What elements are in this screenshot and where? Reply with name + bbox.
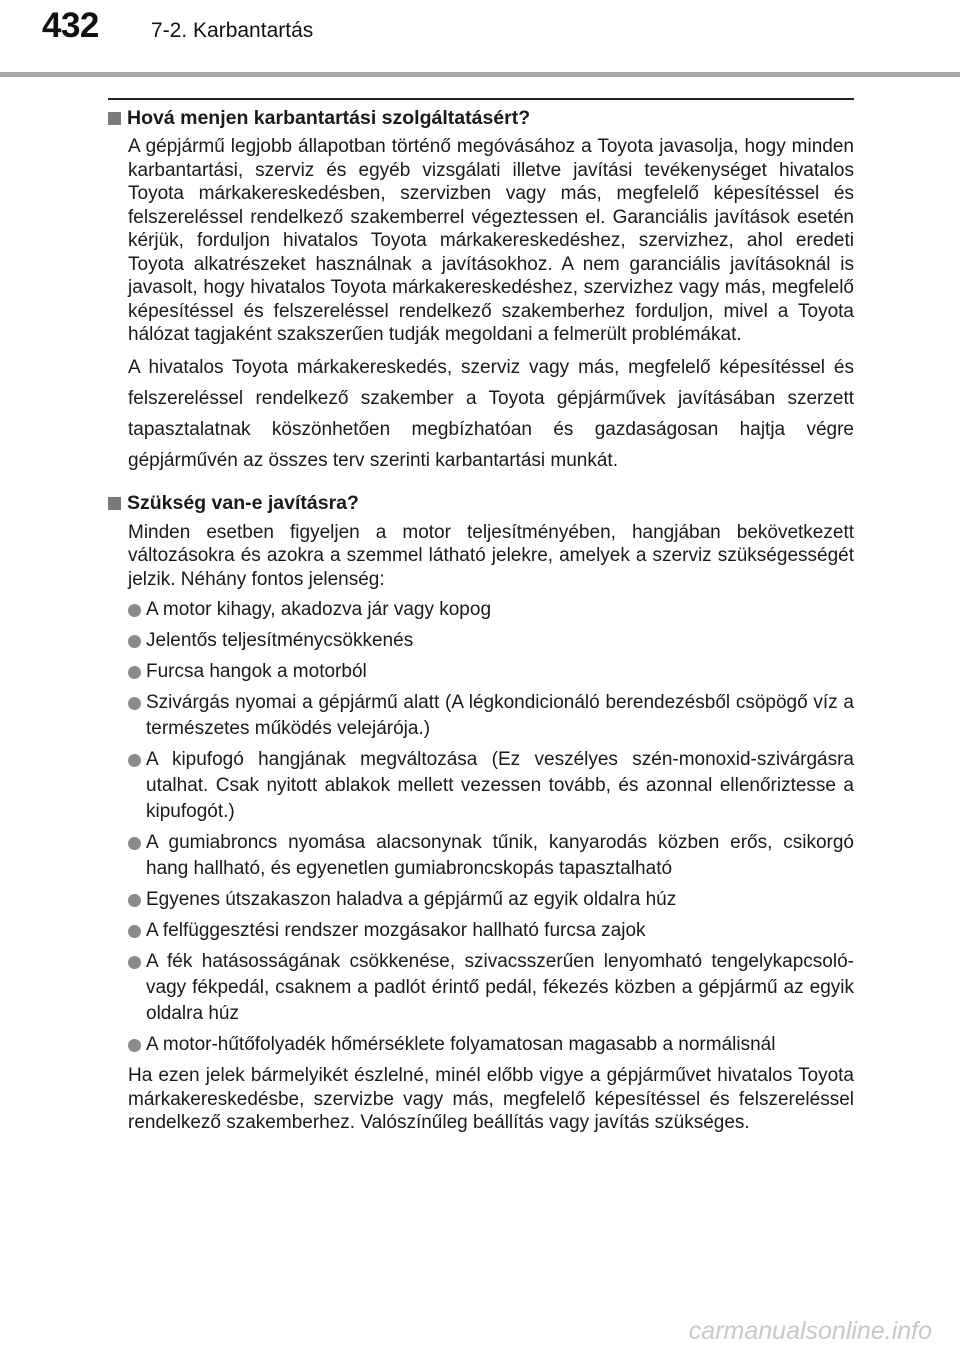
- square-bullet-icon: [108, 112, 121, 125]
- section-heading-service: [108, 104, 856, 132]
- bullet-dot-icon: [128, 604, 141, 617]
- list-item: A gumiabroncs nyomása alacsonynak tűnik, kanyarodás közben erős, csikorgó hang hallható, és egyenetlen gumiabroncskopás tapasztalható: [128, 830, 854, 882]
- paragraph: Minden esetben figyeljen a motor teljesítményében, hangjában bekövetkezett változásokra és azokra a szemmel látható jelekre, amelyek a szerviz szükségességét jelzik. Néhány fontos jelenség:: [128, 521, 854, 590]
- header-divider: [0, 72, 960, 77]
- list-item: Furcsa hangok a motorból: [128, 659, 854, 685]
- section-heading-repair: [108, 490, 856, 518]
- list-item: Szivárgás nyomai a gépjármű alatt (A légkondicionáló berendezésből csöpögő víz a természetes működés velejárója.): [128, 690, 854, 742]
- list-item: Jelentős teljesítménycsökkenés: [128, 628, 854, 654]
- list-item: A motor kihagy, akadozva jár vagy kopog: [128, 597, 854, 623]
- section-heading-text: Hová menjen karbantartási szolgáltatásért?: [127, 106, 531, 129]
- page-content: [108, 104, 856, 1135]
- list-item: A motor-hűtőfolyadék hőmérséklete folyamatosan magasabb a normálisnál: [128, 1032, 854, 1058]
- bullet-dot-icon: [128, 635, 141, 648]
- watermark: carmanualsonline.info: [688, 1317, 932, 1345]
- bullet-dot-icon: [128, 666, 141, 679]
- page-number: 432: [42, 6, 99, 45]
- bullet-dot-icon: [128, 1039, 141, 1052]
- bullet-dot-icon: [128, 697, 141, 710]
- bullet-dot-icon: [128, 925, 141, 938]
- page-header: [0, 0, 960, 78]
- square-bullet-icon: [108, 497, 121, 510]
- paragraph: A gépjármű legjobb állapotban történő megóvásához a Toyota javasolja, hogy minden karbantartási, szerviz és egyéb vizsgálati illetve javítási tevékenységet hivatalos Toyota márkakereskedésben, szervizben vagy más, megfelelő képesítéssel és felszereléssel rendelkező szakemberrel végeztessen el. Garanciális javítások esetén kérjük, forduljon hivatalos Toyota márkakereskedéshez, szervizhez, ahol eredeti Toyota alkatrészeket használnak a javításokhoz. A nem garanciális javításoknál is javasolt, hogy hivatalos Toyota márkakereskedéshez, szervizhez vagy más, megfelelő képesítéssel és felszereléssel rendelkező szakemberhez forduljon, mivel a Toyota hálózat tagjaként szakszerűen tudják megoldani a felmerült problémákat.: [128, 136, 854, 345]
- list-item: Egyenes útszakaszon haladva a gépjármű az egyik oldalra húz: [128, 887, 854, 913]
- paragraph: A hivatalos Toyota márkakereskedés, szerviz vagy más, megfelelő képesítéssel és felszereléssel rendelkező szakember a Toyota gépjárművek javításában szerzett tapasztalatnak köszönhetően megbízhatóan és gazdaságosan hajtja végre gépjárművén az összes terv szerinti karbantartási munkát.: [128, 356, 854, 471]
- symptom-list: [128, 597, 854, 1058]
- closing-paragraph: Ha ezen jelek bármelyikét észlelné, minél előbb vigye a gépjárművet hivatalos Toyota márkakereskedésbe, szervizbe vagy más, megfelelő képesítéssel és felszereléssel rendelkező szakemberhez. Valószínűleg beállítás vagy javítás szükséges.: [128, 1065, 854, 1133]
- list-item: A fék hatásosságának csökkenése, szivacsszerűen lenyomható tengelykapcsoló- vagy fékpedál, csaknem a padlót érintő pedál, fékezés közben a gépjármű az egyik oldalra húz: [128, 949, 854, 1027]
- bullet-dot-icon: [128, 837, 141, 850]
- section-heading-text: Szükség van-e javításra?: [127, 492, 359, 514]
- list-item: A kipufogó hangjának megváltozása (Ez veszélyes szén-monoxid-szivárgásra utalhat. Csak nyitott ablakok mellett vezessen tovább, és azonnal ellenőriztesse a kipufogót.): [128, 747, 854, 825]
- section-title: 7-2. Karbantartás: [151, 19, 314, 42]
- content-top-rule: [108, 98, 854, 100]
- bullet-dot-icon: [128, 894, 141, 907]
- bullet-dot-icon: [128, 754, 141, 767]
- list-item: A felfüggesztési rendszer mozgásakor hallható furcsa zajok: [128, 918, 854, 944]
- bullet-dot-icon: [128, 956, 141, 969]
